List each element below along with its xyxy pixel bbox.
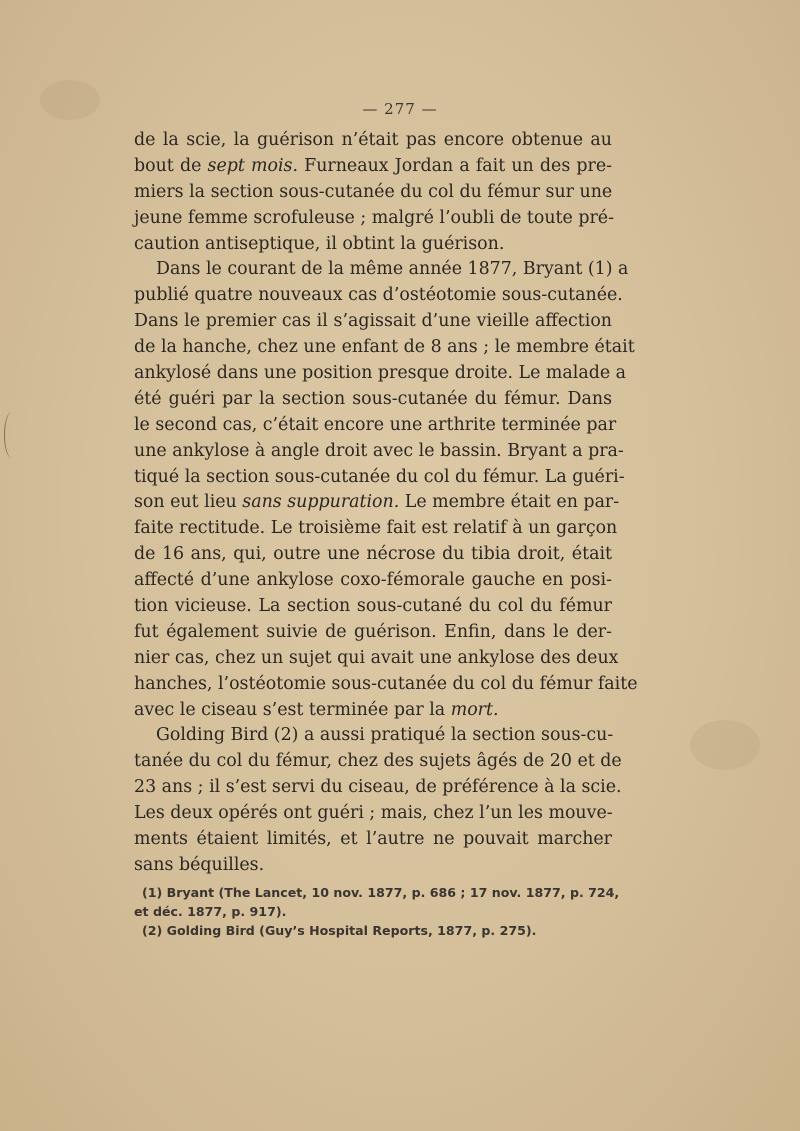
text-line: avec le ciseau s’est terminée par la mort.: [134, 699, 499, 720]
text-line: ankylosé dans une position presque droite. Le malade a: [134, 363, 627, 384]
text-line: une ankylose à angle droit avec le bassin. Bryant a pra-: [134, 440, 624, 461]
text-line: jeune femme scrofuleuse ; malgré l’oubli de toute pré-: [134, 207, 614, 228]
margin-bracket-mark: [4, 412, 19, 458]
page-number: — 277 —: [362, 100, 438, 118]
footnotes: [134, 883, 620, 940]
text-line: ments étaient limités, et l’autre ne pouvait marcher: [134, 829, 612, 850]
text-line: 23 ans ; il s’est servi du ciseau, de préférence à la scie.: [134, 777, 622, 798]
paper-stain: [690, 720, 760, 770]
italic-phrase: mort.: [450, 699, 499, 720]
footnote-2: (2) Golding Bird (Guy’s Hospital Reports, 1877, p. 275).: [142, 923, 537, 938]
text-line: tiqué la section sous-cutanée du col du fémur. La guéri-: [134, 466, 625, 487]
text-line: affecté d’une ankylose coxo-fémorale gauche en posi-: [134, 570, 612, 591]
text-line: son eut lieu sans suppuration. Le membre était en par-: [134, 492, 620, 513]
italic-phrase: sept mois.: [207, 155, 298, 176]
text-line: Dans le premier cas il s’agissait d’une vieille affection: [134, 311, 612, 332]
text-line: Les deux opérés ont guéri ; mais, chez l’un les mouve-: [134, 803, 613, 824]
text-line: de la hanche, chez une enfant de 8 ans ; le membre était: [134, 337, 635, 358]
text-line: faite rectitude. Le troisième fait est relatif à un garçon: [134, 518, 618, 539]
text-line: de 16 ans, qui, outre une nécrose du tibia droit, était: [134, 544, 612, 565]
text-line: nier cas, chez un sujet qui avait une ankylose des deux: [134, 647, 619, 668]
text-line: sans béquilles.: [134, 854, 265, 875]
text-line: été guéri par la section sous-cutanée du fémur. Dans: [134, 388, 612, 409]
paragraph-start: Dans le courant de la même année 1877, Bryant (1) a: [156, 259, 629, 280]
text-line: caution antiseptique, il obtint la guérison.: [134, 233, 505, 254]
text-line: tanée du col du fémur, chez des sujets âgés de 20 et de: [134, 751, 622, 772]
italic-phrase: sans suppuration.: [242, 492, 400, 513]
text-line: fut également suivie de guérison. Enfin, dans le der-: [134, 621, 612, 642]
paragraph-start: Golding Bird (2) a aussi pratiqué la section sous-cu-: [156, 725, 614, 746]
text-line: de la scie, la guérison n’était pas encore obtenue au: [134, 130, 612, 150]
text-line: miers la section sous-cutanée du col du fémur sur une: [134, 181, 613, 202]
footnote-1: (1) Bryant (The Lancet, 10 nov. 1877, p. 686 ; 17 nov. 1877, p. 724,: [142, 885, 620, 900]
footnote-1-continued: et déc. 1877, p. 917).: [134, 904, 287, 919]
text-line: publié quatre nouveaux cas d’ostéotomie sous-cutanée.: [134, 285, 623, 306]
body-text: [134, 128, 638, 879]
text-line: le second cas, c’était encore une arthrite terminée par: [134, 414, 617, 435]
text-line: tion vicieuse. La section sous-cutané du col du fémur: [134, 596, 612, 617]
text-line: hanches, l’ostéotomie sous-cutanée du col du fémur faite: [134, 673, 638, 694]
text-line: bout de sept mois. Furneaux Jordan a fait un des pre-: [134, 155, 613, 176]
